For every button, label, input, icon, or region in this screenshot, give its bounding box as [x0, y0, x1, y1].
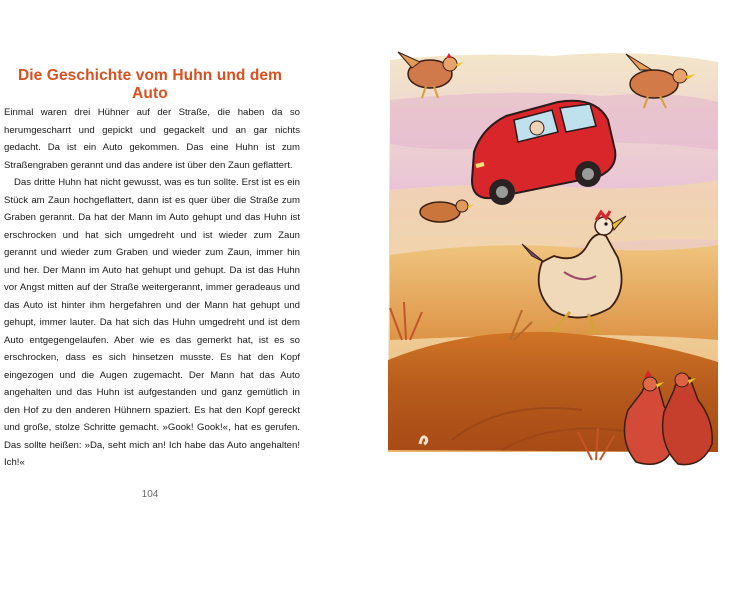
story-title: Die Geschichte vom Huhn und dem Auto: [17, 67, 283, 102]
illustration-svg: [382, 40, 720, 480]
page-number: 104: [141, 489, 159, 500]
paragraph-1: Einmal waren drei Hühner auf der Straße, die haben da so herumgescharrt und gepickt und gegackelt und an gar nichts gedacht. Da ist ein Auto gekommen. Das eine Huhn ist zum Straßengraben gerannt und das andere ist über den Zaun geflattert.: [4, 107, 300, 171]
story-body: [4, 104, 300, 472]
story-illustration: [382, 40, 720, 480]
paragraph-2: Das dritte Huhn hat nicht gewusst, was es tun sollte. Erst ist es ein Stück am Zaun hochgeflattert, dann ist es quer über die Straße zum Graben gerannt. Da hat der Mann im Auto gehupt und das Huhn ist erschrocken und hat sich umgedreht und ist wieder zum Zaun gerannt und wieder zum Graben und wieder zum Zaun, immer hin und her. Der Mann im Auto hat gehupt und gehupt. Da ist das Huhn vor Angst mitten auf der Straße weitergerannt, immer geradeaus und das Auto ist hinter ihm hergefahren und der Mann hat gehupt und gehupt, immer lauter. Da hat sich das Huhn umgedreht und ist dem Auto entgegengelaufen. Aber wie es das gemerkt hat, ist es so erschrocken, dass es sich hinsetzen musste. Es hat den Kopf eingezogen und die Augen zugemacht. Der Mann hat das Auto angehalten und das Huhn ist aufgestanden und ganz gemütlich in den Hof zu den anderen Hühnern spaziert. Es hat den Kopf gereckt und große, stolze Schritte gemacht. »Gook! Gook!«, hat es gerufen. Das sollte heißen: »Da, seht mich an! Ich habe das Auto angehalten! Ich!«: [4, 177, 300, 468]
